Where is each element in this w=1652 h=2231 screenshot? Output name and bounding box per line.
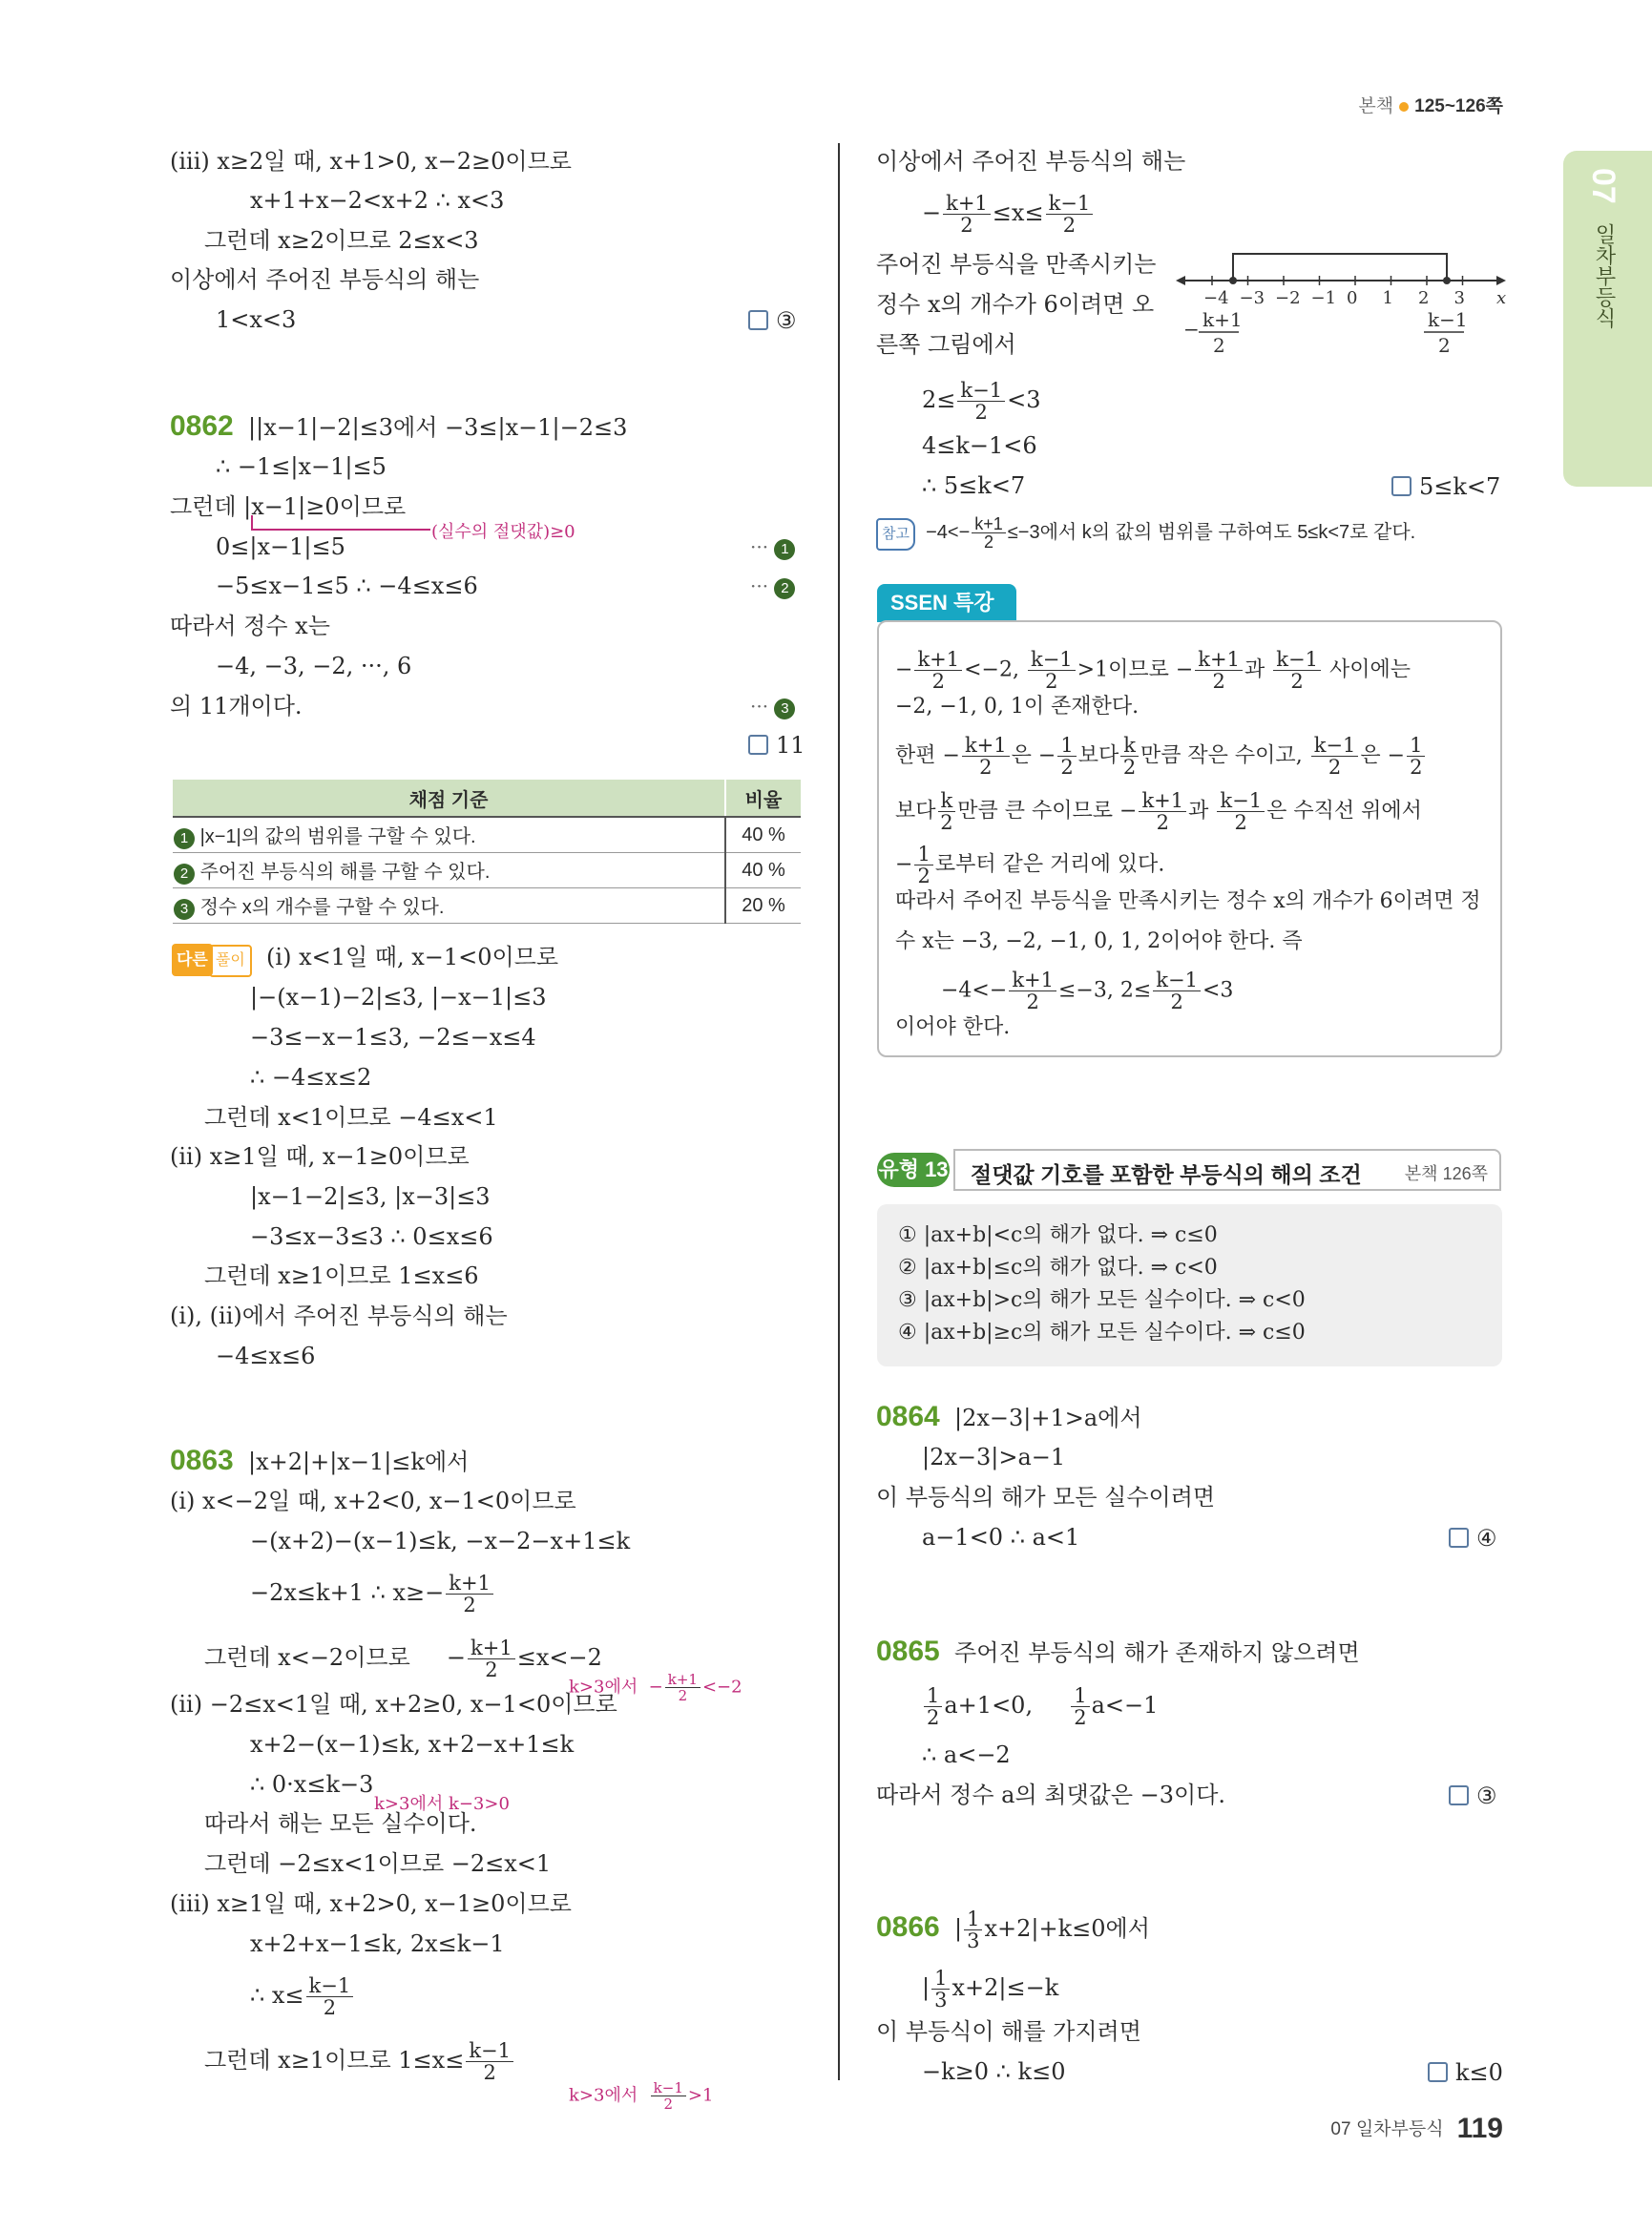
frac-den: 2 [1438,334,1451,355]
text-line: | $\frac{1}{3}$ x+2|≤−k [922,1967,1059,2012]
text-line: $\frac{1}{2}$ a+1<0, $\frac{1}{2}$ a<−1 [922,1685,1158,1728]
text-line: 이 부등식의 해가 모든 실수이려면 [876,1484,1216,1511]
page-number: 119 [1456,2113,1503,2144]
text-line: |x−1−2|≤3, |x−3|≤3 [250,1183,491,1210]
problem-number: 0864 [876,1401,940,1432]
problem-number: 0863 [170,1445,234,1476]
text-line: 그런데 −2≤x<1이므로 −2≤x<1 [204,1850,552,1877]
axis-arrow-left [1176,276,1185,285]
text-line: 0≤|x−1|≤5 [216,533,345,560]
annotation: k>3에서 − $\frac{k+1}{2}$ <−2 [569,1671,742,1704]
text-line: 그런데 x≥1이므로 1≤x≤ $\frac{k-1}{2}$ [204,2040,515,2083]
text-line: 그런데 x≥1이므로 1≤x≤6 [204,1262,479,1289]
tick-label: −2 [1275,288,1301,308]
tick-label: 3 [1453,288,1465,308]
text-line: ∴ 0·x≤k−3 [250,1771,374,1798]
answer-icon [1428,2062,1448,2082]
text-line: −4≤x≤6 [216,1343,316,1369]
tick-label: 1 [1382,288,1393,308]
text-line: 1<x<3 [216,306,297,333]
table-header: 채점 기준 [173,780,725,817]
answer-icon [1449,1785,1469,1805]
frac-num: k−1 [1428,308,1468,331]
scoring-table [173,780,801,924]
annotation: k>3에서 k−3>0 [374,1794,510,1814]
alt-tag2: 풀이 [209,945,252,977]
text-line: −3≤x−3≤3 ∴ 0≤x≤6 [250,1223,493,1250]
text-line: 그런데 x<1이므로 −4≤x<1 [204,1104,498,1131]
reference-note: 참고 −4<− $\frac{k+1}{2}$ ≤−3에서 k의 값의 범위를 구하여도 5≤k<7로 같다. [876,515,1415,551]
text-line: 이상에서 주어진 부등식의 해는 [876,148,1186,175]
text-line: (i), (ii)에서 주어진 부등식의 해는 [170,1303,508,1329]
text-line: 그런데 |x−1|≥0이므로 [170,493,407,520]
annotation-bracket [251,515,430,531]
tick-label: 0 [1347,288,1358,308]
ssen-line: −4<− $\frac{k+1}{2}$ ≤−3, 2≤ $\frac{k-1}{2}$ <3 [941,969,1234,1013]
text-line: − $\frac{k+1}{2}$ ≤x≤ $\frac{k-1}{2}$ [922,193,1095,236]
text-line: 정수 x의 개수가 6이려면 오 [876,291,1155,318]
answer-865: ③ [1449,1783,1497,1809]
text-line: (iii) x≥2일 때, x+1>0, x−2≥0이므로 [170,148,572,175]
solution-bracket [1233,254,1447,281]
text-line: (iii) x≥1일 때, x+2>0, x−1≥0이므로 [170,1890,572,1917]
text-line: a−1<0 ∴ a<1 [922,1524,1080,1551]
answer-866: k≤0 [1428,2059,1503,2086]
text-line: −2x≤k+1 ∴ x≥− $\frac{k+1}{2}$ [250,1573,495,1616]
annotation: k>3에서 $\frac{k-1}{2}$ >1 [569,2079,714,2113]
endpoint-left [1229,277,1237,284]
text-line: ∴ 5≤k<7 [922,472,1026,499]
text-line: (i) x<−2일 때, x+2<0, x−1<0이므로 [170,1488,576,1514]
tick-label: −1 [1310,288,1337,308]
text-line: x+1+x−2<x+2 ∴ x<3 [250,187,505,214]
answer-icon [748,735,768,755]
type-header [877,1149,1502,1193]
text-line: 이 부등식이 해를 가지려면 [876,2018,1141,2045]
text-line: −5≤x−1≤5 ∴ −4≤x≤6 [216,573,478,599]
type-item: ① |ax+b|<c의 해가 없다. ⇒ c≤0 [898,1223,1218,1247]
text-line: x+2−(x−1)≤k, x+2−x+1≤k [250,1731,575,1758]
ssen-line: 보다 $\frac{k}{2}$ 만큼 큰 수이므로 − $\frac{k+1}{2}$ 과 $\frac{k-1}{2}$ 은 수직선 위에서 [895,789,1422,834]
ssen-line: − $\frac{k+1}{2}$ <−2, $\frac{k-1}{2}$ >1이므로 − $\frac{k+1}{2}$ 과 $\frac{k-1}{2}$ 사이에는 [895,648,1411,693]
ssen-line: −2, −1, 0, 1이 존재한다. [895,695,1140,719]
answer-864: ④ [1449,1525,1497,1552]
text-line: ∴ −1≤|x−1|≤5 [216,453,387,480]
text-line: 그런데 x≥2이므로 2≤x<3 [204,227,479,254]
alt-tag: 다른 [172,944,213,976]
problem-number: 0862 [170,410,234,442]
table-row: 3 정수 x의 개수를 구할 수 있다. 20 % [173,888,801,924]
text-line: ∴ a<−2 [922,1741,1011,1768]
text-line: 른쪽 그림에서 [876,331,1016,358]
answer-icon [748,310,768,330]
text-line: 이상에서 주어진 부등식의 해는 [170,266,480,293]
problem-863: 0863 |x+2|+|x−1|≤k에서 [170,1445,470,1476]
answer-862: 11 [748,732,805,759]
answer-861: ③ [748,307,797,334]
type-title-box [953,1149,1501,1191]
table-row: 2 주어진 부등식의 해를 구할 수 있다. 40 % [173,853,801,888]
text-line: −(x+2)−(x−1)≤k, −x−2−x+1≤k [250,1528,631,1554]
text-line: 의 11개이다. [170,693,303,719]
text-line: 그런데 x<−2이므로 − $\frac{k+1}{2}$ ≤x<−2 [204,1637,602,1681]
tick-label: −3 [1239,288,1265,308]
text-line: |−(x−1)−2|≤3, |−x−1|≤3 [250,984,547,1011]
problem-864: 0864 |2x−3|+1>a에서 [876,1401,1142,1432]
endpoint-right [1443,277,1451,284]
axis-arrow-right [1496,276,1506,285]
text-line: 따라서 정수 a의 최댓값은 −3이다. [876,1782,1226,1808]
type-ref[interactable]: 본책 126쪽 [1404,1164,1488,1183]
text-line: x+2+x−1≤k, 2x≤k−1 [250,1930,505,1957]
problem-number: 0866 [876,1911,940,1943]
type-summary-box [877,1204,1502,1366]
ssen-line: 수 x는 −3, −2, −1, 0, 1, 2이어야 한다. 즉 [895,929,1303,953]
chapter-label: 일차부등식 [1593,223,1617,328]
ssen-line: − $\frac{1}{2}$ 로부터 같은 거리에 있다. [895,843,1165,887]
left-endpoint-label: − [1183,318,1200,341]
text-line: −3≤−x−1≤3, −2≤−x≤4 [250,1024,536,1051]
page-header [1358,92,1503,117]
text-line: 주어진 부등식을 만족시키는 [876,251,1157,278]
step-1: ··· 1 [750,535,795,560]
text-line: −k≥0 ∴ k≤0 [922,2058,1066,2085]
text-line: 따라서 정수 x는 [170,613,330,639]
ssen-line: 이어야 한다. [895,1015,1011,1039]
text-line: 2≤ $\frac{k-1}{2}$ <3 [922,379,1041,424]
ssen-line: 한편 − $\frac{k+1}{2}$ 은 − $\frac{1}{2}$ 보다 $\frac{k}{2}$ 만큼 작은 수이고, $\frac{k-1}{2}$ 은 − $\frac{1}{2}$ [895,735,1427,778]
alt-solution: 다른 풀이 (i) x<1일 때, x−1<0이므로 [172,943,558,977]
frac-num: k+1 [1202,308,1243,331]
column-divider [838,143,840,2080]
type-badge: 유형 13 [877,1153,950,1187]
table-header: 비율 [725,780,801,817]
text-line: −4, −3, −2, ···, 6 [216,653,412,679]
table-row: 1 |x−1|의 값의 범위를 구할 수 있다. 40 % [173,817,801,853]
answer-icon [1449,1528,1469,1548]
annotation: (실수의 절댓값)≥0 [431,522,575,542]
step-3: ··· 3 [750,695,795,719]
page-footer [1330,2113,1503,2145]
tick-label: −4 [1203,288,1229,308]
number-line [1176,240,1508,355]
text-line: 4≤k−1<6 [922,432,1037,459]
problem-862: 0862 ||x−1|−2|≤3에서 −3≤|x−1|−2≤3 [170,410,628,442]
header-book: 본책 [1358,96,1394,116]
text-line: 따라서 해는 모든 실수이다. [204,1810,477,1837]
footer-chapter: 07 일차부등식 [1330,2119,1444,2139]
text-line: |2x−3|>a−1 [922,1444,1066,1470]
type-title: 절댓값 기호를 포함한 부등식의 해의 조건 [971,1162,1362,1187]
problem-865: 0865 주어진 부등식의 해가 존재하지 않으려면 [876,1636,1360,1667]
problem-number: 0865 [876,1636,940,1667]
problem-866: 0866 | $\frac{1}{3}$ x+2|+k≤0에서 [876,1908,1150,1952]
frac-den: 2 [1213,334,1225,355]
type-item: ② |ax+b|≤c의 해가 없다. ⇒ c<0 [898,1256,1218,1280]
chapter-side-tab[interactable] [1563,151,1652,487]
ssen-line: 따라서 주어진 부등식을 만족시키는 정수 x의 개수가 6이려면 정 [895,889,1481,913]
step-2: ··· 2 [750,574,795,599]
type-item: ③ |ax+b|>c의 해가 모든 실수이다. ⇒ c<0 [898,1288,1306,1312]
text-line: (ii) −2≤x<1일 때, x+2≥0, x−1<0이므로 [170,1691,617,1718]
text-line: ∴ x≤ $\frac{k-1}{2}$ [250,1975,355,2018]
tick-label: x [1496,288,1507,308]
type-item: ④ |ax+b|≥c의 해가 모든 실수이다. ⇒ c≤0 [898,1321,1306,1345]
header-pages: 125~126쪽 [1414,96,1503,116]
chapter-number: 07 [1585,168,1621,204]
tick-label: 2 [1418,288,1430,308]
reference-tag: 참고 [876,518,915,551]
answer-863: 5≤k<7 [1391,473,1500,500]
header-dot [1399,102,1409,112]
ssen-tab[interactable]: SSEN 특강 [877,584,1016,622]
text-line: (ii) x≥1일 때, x−1≥0이므로 [170,1143,470,1170]
text-line: ∴ −4≤x≤2 [250,1064,372,1091]
answer-icon [1391,476,1412,496]
